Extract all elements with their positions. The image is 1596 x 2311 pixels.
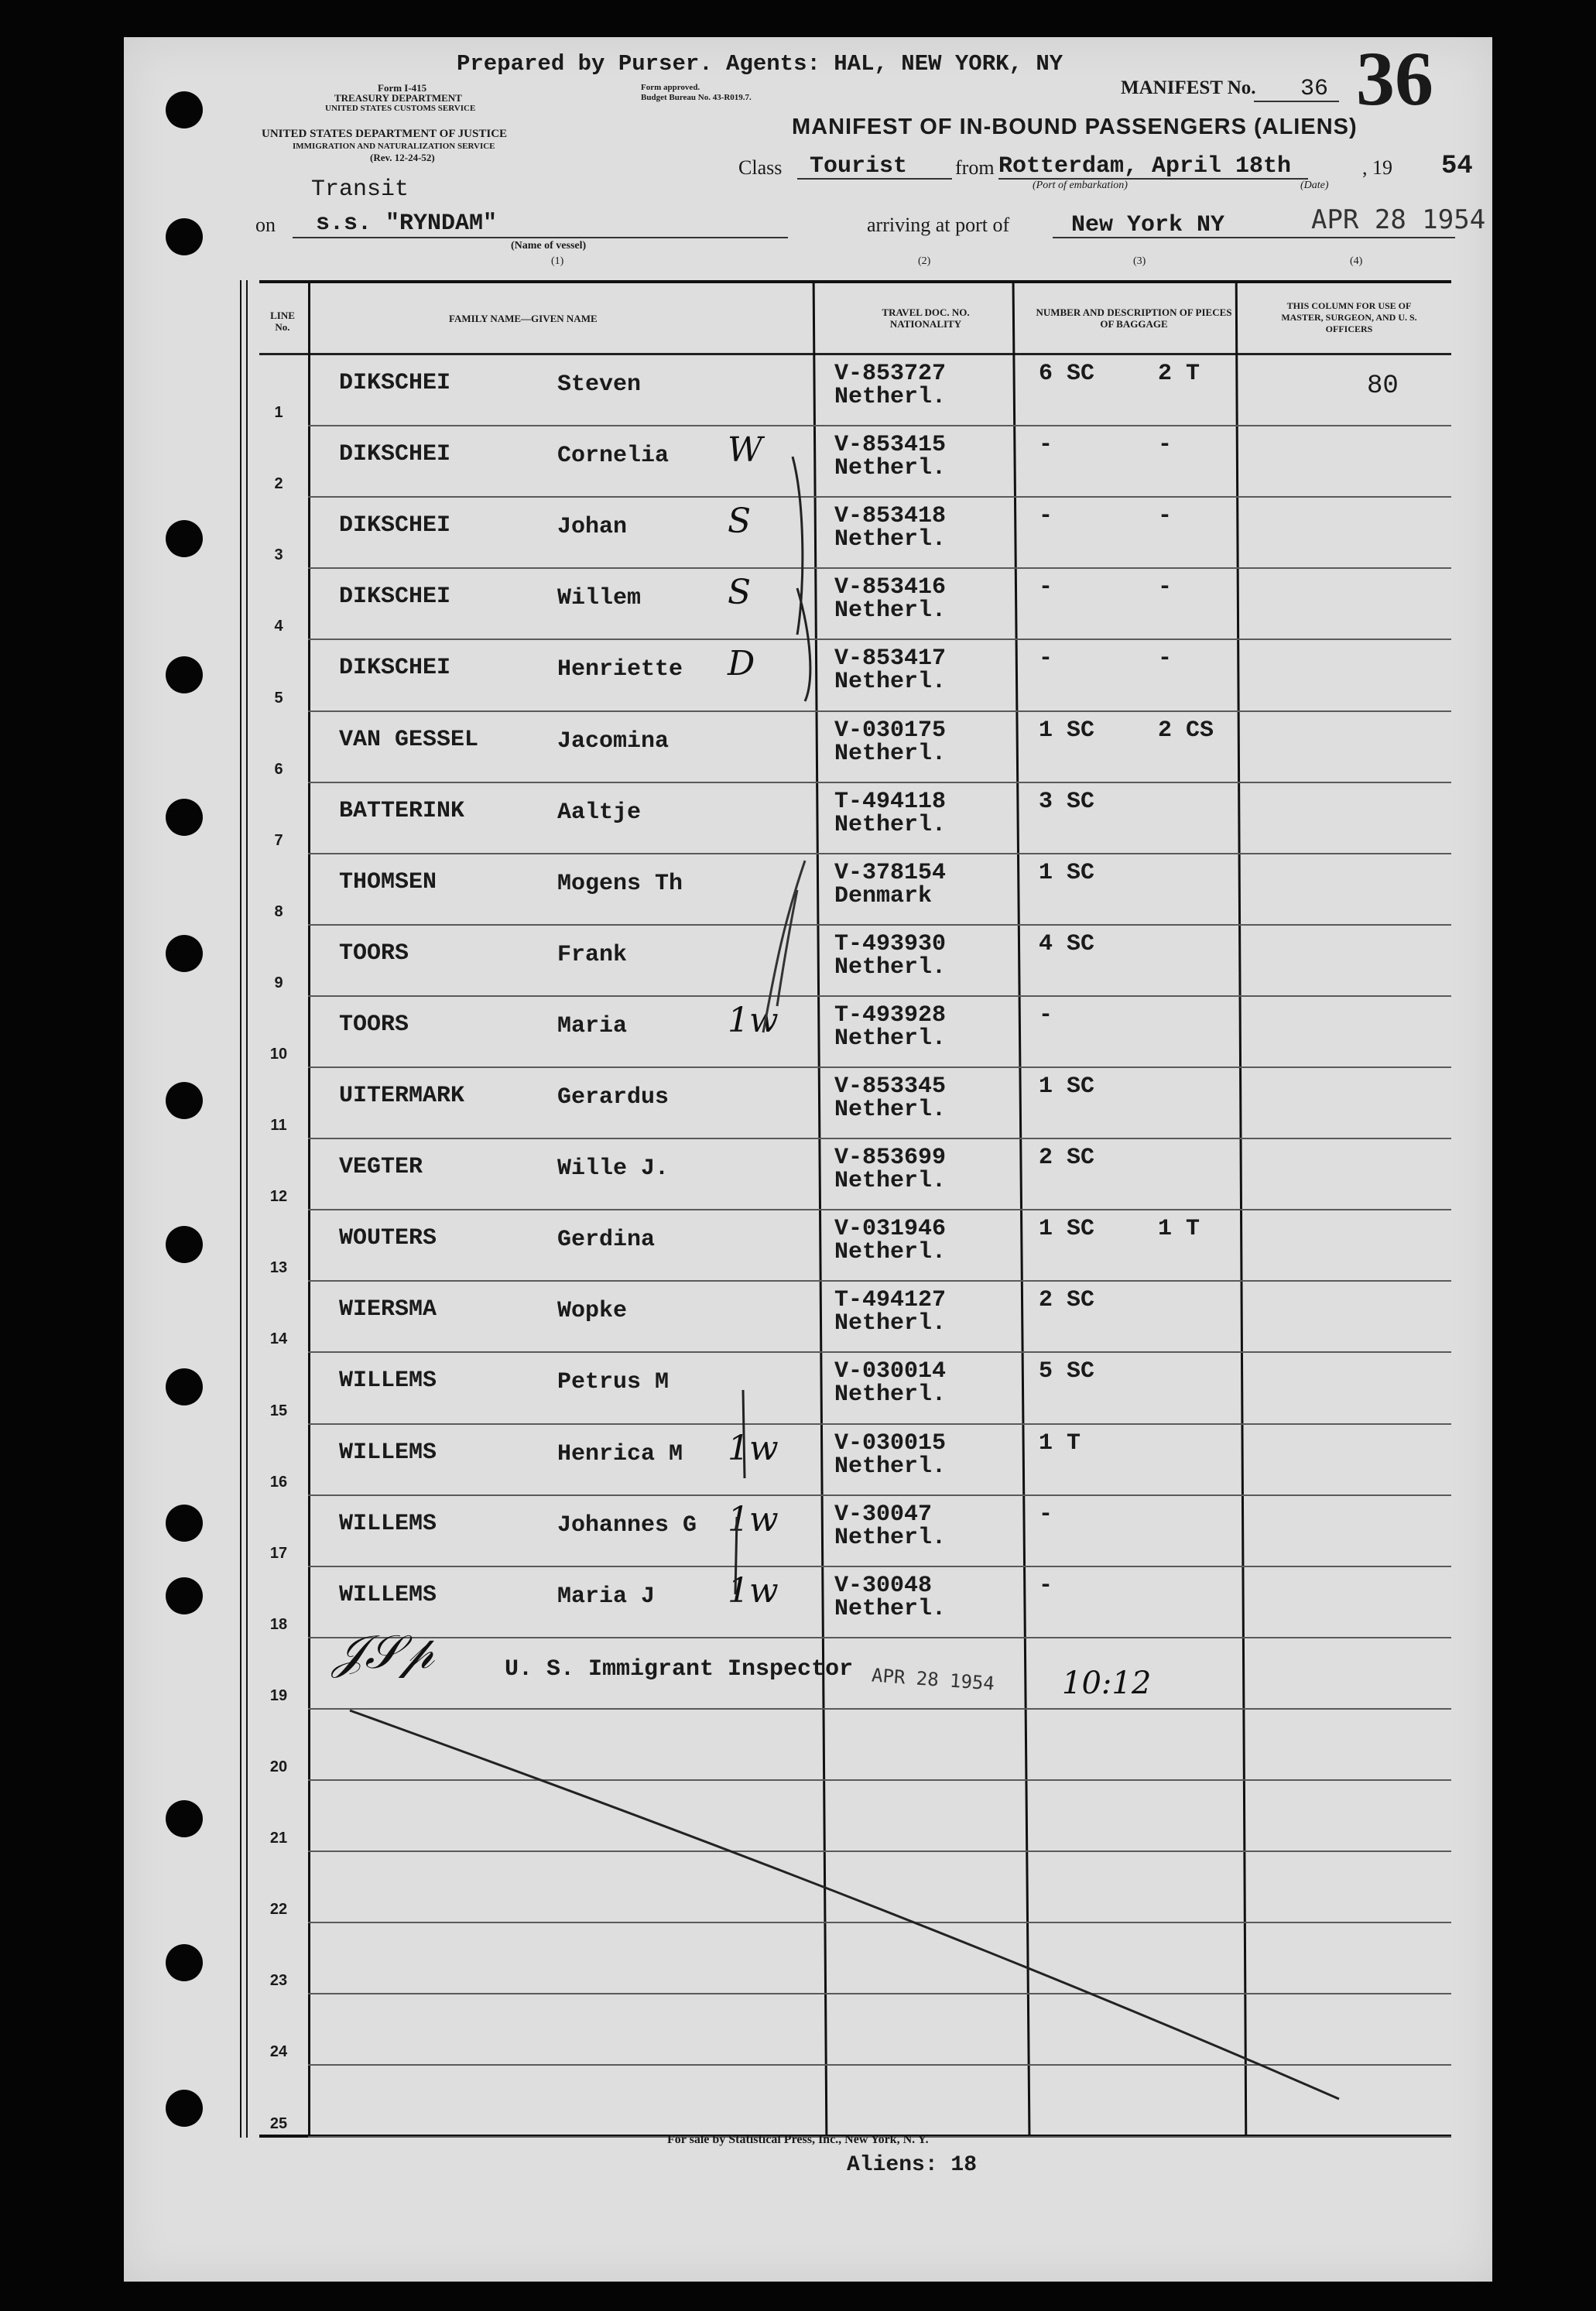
officer-note: 80 — [1367, 371, 1399, 401]
family-name: DIKSCHEI — [339, 512, 451, 539]
line-number: 25 — [269, 2114, 288, 2132]
arriving-port: New York NY — [1071, 212, 1225, 238]
inspector-label: U. S. Immigrant Inspector — [505, 1656, 854, 1683]
travel-doc-number: V-030014 — [834, 1358, 947, 1385]
line-number: 21 — [269, 1830, 288, 1847]
year-value: 54 — [1441, 152, 1473, 181]
nationality: Netherl. — [834, 1168, 947, 1195]
family-name: WIERSMA — [339, 1296, 437, 1323]
baggage-secondary: - — [1158, 574, 1173, 601]
travel-doc-number: T-494127 — [834, 1287, 947, 1314]
nationality: Netherl. — [834, 526, 947, 553]
baggage-secondary: 1 T — [1158, 1216, 1200, 1243]
family-name: WILLEMS — [339, 1368, 437, 1395]
date-caption: (Date) — [1300, 180, 1329, 191]
family-name: WOUTERS — [339, 1225, 437, 1252]
baggage-primary: 1 SC — [1039, 1073, 1095, 1100]
handwritten-annotation: 1w — [728, 1000, 779, 1040]
given-name: Willem — [557, 585, 642, 612]
given-name: Aaltje — [557, 799, 642, 826]
nationality: Netherl. — [834, 669, 947, 696]
handwritten-annotation: 1w — [728, 1570, 779, 1611]
transit-label: Transit — [311, 176, 409, 203]
nationality: Denmark — [834, 882, 933, 909]
baggage-primary: 1 T — [1039, 1429, 1081, 1457]
family-name: WILLEMS — [339, 1581, 437, 1608]
baggage-secondary: - — [1158, 432, 1173, 459]
travel-doc-number: V-853418 — [834, 503, 947, 530]
travel-doc-number: V-853727 — [834, 361, 947, 387]
family-name: WILLEMS — [339, 1510, 437, 1537]
manifest-title: MANIFEST OF IN-BOUND PASSENGERS (ALIENS) — [792, 115, 1358, 139]
form-number: Form I-415 — [378, 82, 427, 94]
port-caption: (Port of embarkation) — [1033, 180, 1128, 191]
arrival-date-stamp: APR 28 1954 — [1311, 204, 1486, 235]
family-name: TOORS — [339, 1011, 409, 1038]
baggage-secondary: 2 CS — [1158, 717, 1214, 744]
line-number: 11 — [270, 1117, 287, 1135]
baggage-primary: - — [1039, 645, 1053, 673]
given-name: Johannes G — [557, 1512, 697, 1539]
line-number: 15 — [269, 1402, 288, 1419]
handwritten-annotation: S — [728, 573, 752, 613]
given-name: Henriette — [557, 656, 683, 683]
line-number: 7 — [274, 831, 283, 849]
family-name: DIKSCHEI — [339, 584, 451, 611]
header-name: FAMILY NAME—GIVEN NAME — [449, 313, 598, 324]
line-number: 6 — [274, 760, 283, 778]
baggage-secondary: 2 T — [1158, 361, 1200, 387]
year-prefix: , 19 — [1362, 156, 1392, 179]
manifest-number-typed: 36 — [1300, 76, 1329, 102]
handwritten-annotation: 1w — [728, 1499, 779, 1539]
nationality: Netherl. — [834, 1381, 947, 1409]
baggage-primary: 3 SC — [1039, 788, 1095, 815]
family-name: DIKSCHEI — [339, 370, 451, 396]
given-name: Maria J — [557, 1583, 656, 1610]
nationality: Netherl. — [834, 1097, 947, 1123]
line-number: 24 — [269, 2043, 288, 2061]
column-number-4: (4) — [1350, 255, 1363, 267]
class-value: Tourist — [810, 153, 908, 180]
travel-doc-number: T-493928 — [834, 1001, 947, 1029]
bracket-stroke — [793, 457, 810, 701]
nationality: Netherl. — [834, 811, 947, 838]
nationality: Netherl. — [834, 1595, 947, 1622]
family-name: WILLEMS — [339, 1439, 437, 1466]
baggage-primary: - — [1039, 503, 1053, 530]
line-number: 20 — [269, 1758, 288, 1775]
treasury-department: TREASURY DEPARTMENT — [334, 92, 462, 104]
family-name: VEGTER — [339, 1154, 423, 1181]
baggage-primary: - — [1039, 1501, 1053, 1528]
travel-doc-number: T-493930 — [834, 930, 947, 957]
baggage-primary: 5 SC — [1039, 1358, 1095, 1385]
column-number-3: (3) — [1133, 255, 1146, 267]
nationality: Netherl. — [834, 384, 947, 410]
aliens-total: Aliens: 18 — [847, 2153, 978, 2177]
travel-doc-number: V-30048 — [834, 1572, 933, 1599]
family-name: DIKSCHEI — [339, 655, 451, 682]
revision-date: (Rev. 12-24-52) — [370, 152, 435, 163]
nationality: Netherl. — [834, 1025, 947, 1052]
baggage-primary: - — [1039, 1001, 1053, 1029]
family-name: UITERMARK — [339, 1083, 465, 1109]
line-number: 17 — [269, 1544, 288, 1562]
travel-doc-number: V-853416 — [834, 574, 947, 601]
travel-doc-number: V-853415 — [834, 432, 947, 459]
given-name: Jacomina — [557, 728, 670, 755]
nationality: Netherl. — [834, 954, 947, 981]
line-number: 3 — [274, 546, 283, 564]
header-baggage: NUMBER AND DESCRIPTION OF PIECES OF BAGGAGE — [1036, 306, 1232, 330]
baggage-secondary: - — [1158, 645, 1173, 673]
travel-doc-number: V-853699 — [834, 1145, 947, 1172]
line-number: 2 — [274, 475, 283, 493]
embarkation-value: Rotterdam, April 18th — [998, 153, 1292, 180]
nationality: Netherl. — [834, 1453, 947, 1480]
travel-doc-number: V-30047 — [834, 1501, 933, 1528]
inspector-signature: 𝒥𝒮𝓅 — [333, 1625, 434, 1679]
line-number: 13 — [269, 1259, 288, 1277]
line-number: 10 — [269, 1046, 288, 1063]
family-name: DIKSCHEI — [339, 441, 451, 468]
line-number: 4 — [274, 618, 283, 635]
baggage-primary: 2 SC — [1039, 1287, 1095, 1314]
header-travel-doc: TRAVEL DOC. NO. NATIONALITY — [882, 306, 970, 330]
manifest-number-label: MANIFEST No. — [1121, 77, 1256, 98]
given-name: Steven — [557, 371, 642, 398]
header-line-no: LINE No. — [270, 310, 295, 333]
given-name: Petrus M — [557, 1369, 670, 1396]
nationality: Netherl. — [834, 1524, 947, 1551]
given-name: Gerardus — [557, 1084, 670, 1111]
line-number: 8 — [274, 902, 283, 920]
inspection-time: 10:12 — [1062, 1666, 1152, 1701]
baggage-primary: 4 SC — [1039, 930, 1095, 957]
nationality: Netherl. — [834, 597, 947, 625]
vessel-caption: (Name of vessel) — [511, 240, 587, 252]
travel-doc-number: T-494118 — [834, 788, 947, 815]
bracket-stroke — [735, 1390, 745, 1594]
baggage-primary: 1 SC — [1039, 859, 1095, 886]
line-number: 12 — [269, 1188, 288, 1206]
baggage-secondary: - — [1158, 503, 1173, 530]
baggage-primary: 2 SC — [1039, 1145, 1095, 1172]
given-name: Mogens Th — [557, 870, 683, 897]
line-number: 16 — [269, 1473, 288, 1491]
nationality: Netherl. — [834, 740, 947, 767]
nationality: Netherl. — [834, 1239, 947, 1266]
prepared-by-line: Prepared by Purser. Agents: HAL, NEW YORK, NY — [457, 51, 1063, 77]
baggage-primary: - — [1039, 1572, 1053, 1599]
given-name: Johan — [557, 514, 628, 541]
baggage-primary: - — [1039, 574, 1053, 601]
handwritten-annotation: 1w — [728, 1428, 779, 1468]
handwritten-annotation: D — [728, 644, 755, 684]
travel-doc-number: V-378154 — [834, 859, 947, 886]
form-approved: Form approved. — [641, 83, 700, 92]
line-number: 14 — [269, 1330, 288, 1348]
line-number: 5 — [274, 689, 283, 707]
travel-doc-number: V-030015 — [834, 1429, 947, 1457]
sale-note: For sale by Statistical Press, Inc., New York, N. Y. — [667, 2133, 929, 2146]
column-number-1: (1) — [551, 255, 564, 267]
justice-department: UNITED STATES DEPARTMENT OF JUSTICE — [262, 128, 508, 140]
travel-doc-number: V-853345 — [834, 1073, 947, 1100]
line-number: 19 — [269, 1686, 288, 1704]
family-name: BATTERINK — [339, 797, 465, 824]
arriving-label: arriving at port of — [867, 214, 1010, 236]
given-name: Henrica M — [557, 1440, 683, 1467]
line-number: 1 — [274, 404, 283, 422]
baggage-primary: 1 SC — [1039, 717, 1095, 744]
given-name: Frank — [557, 941, 628, 968]
manifest-number-large: 36 — [1356, 36, 1433, 122]
baggage-primary: - — [1039, 432, 1053, 459]
on-label: on — [255, 214, 276, 236]
budget-bureau: Budget Bureau No. 43-R019.7. — [641, 93, 752, 102]
handwritten-annotation: W — [728, 430, 763, 471]
given-name: Wille J. — [557, 1156, 670, 1183]
customs-service: UNITED STATES CUSTOMS SERVICE — [325, 104, 476, 113]
cancellation-stroke — [350, 1710, 1339, 2099]
ins-service: IMMIGRATION AND NATURALIZATION SERVICE — [293, 142, 495, 151]
travel-doc-number: V-853417 — [834, 645, 947, 673]
line-number: 23 — [269, 1972, 288, 1990]
column-number-2: (2) — [918, 255, 931, 267]
baggage-primary: 6 SC — [1039, 361, 1095, 387]
line-number: 18 — [269, 1615, 288, 1633]
given-name: Cornelia — [557, 443, 670, 470]
line-number: 22 — [269, 1901, 288, 1919]
family-name: TOORS — [339, 940, 409, 967]
given-name: Gerdina — [557, 1227, 656, 1254]
line-number: 9 — [274, 974, 283, 991]
check-stroke — [763, 861, 805, 1032]
from-label: from — [955, 156, 995, 179]
header-officers: THIS COLUMN FOR USE OF MASTER, SURGEON, AND U. S. OFFICERS — [1281, 300, 1417, 334]
family-name: VAN GESSEL — [339, 726, 479, 753]
given-name: Maria — [557, 1012, 628, 1039]
class-label: Class — [738, 156, 783, 179]
given-name: Wopke — [557, 1298, 628, 1325]
vessel-name: s.s. "RYNDAM" — [316, 211, 498, 237]
family-name: THOMSEN — [339, 868, 437, 895]
baggage-primary: 1 SC — [1039, 1216, 1095, 1243]
inspector-date-stamp: APR 28 1954 — [871, 1664, 995, 1695]
nationality: Netherl. — [834, 455, 947, 482]
travel-doc-number: V-031946 — [834, 1216, 947, 1243]
handwritten-annotation: S — [728, 502, 752, 542]
travel-doc-number: V-030175 — [834, 717, 947, 744]
nationality: Netherl. — [834, 1310, 947, 1337]
